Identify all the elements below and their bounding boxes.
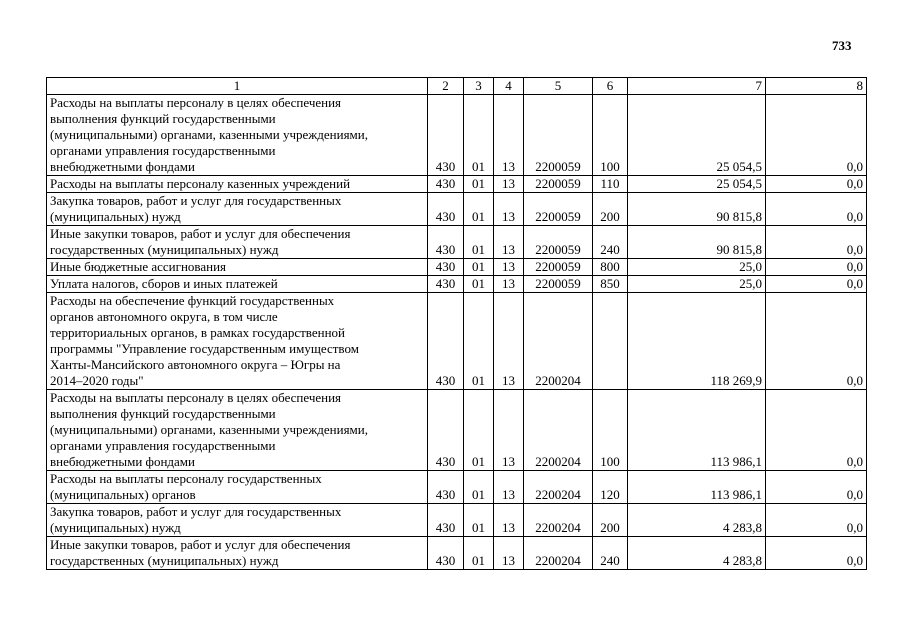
section-code-cell: 430 bbox=[428, 471, 464, 504]
description-line: Расходы на обеспечение функций государственных bbox=[50, 293, 335, 308]
chapter-code-cell: 01 bbox=[464, 259, 494, 276]
description-line: Расходы на выплаты персоналу в целях обеспечения bbox=[50, 390, 342, 405]
header-cell: 7 bbox=[628, 78, 766, 95]
description-cell bbox=[47, 176, 428, 193]
description-line: (муниципальными) органами, казенными учреждениями, bbox=[50, 127, 368, 142]
table-row bbox=[47, 390, 867, 471]
expense-type-cell: 800 bbox=[593, 259, 628, 276]
expense-type-cell: 100 bbox=[593, 95, 628, 176]
description-line: внебюджетными фондами bbox=[50, 159, 195, 174]
subsection-code-cell: 13 bbox=[494, 293, 524, 390]
amount-extra-cell: 0,0 bbox=[766, 504, 867, 537]
chapter-code-cell: 01 bbox=[464, 504, 494, 537]
description-line: программы "Управление государственным имуществом bbox=[50, 341, 359, 356]
amount-cell: 113 986,1 bbox=[628, 471, 766, 504]
amount-extra-cell: 0,0 bbox=[766, 537, 867, 570]
header-cell: 2 bbox=[428, 78, 464, 95]
amount-cell: 25 054,5 bbox=[628, 176, 766, 193]
expense-type-cell bbox=[593, 293, 628, 390]
description-line: государственных (муниципальных) нужд bbox=[50, 553, 279, 568]
amount-extra-cell: 0,0 bbox=[766, 259, 867, 276]
description-line: 2014–2020 годы" bbox=[50, 373, 144, 388]
section-code-cell: 430 bbox=[428, 293, 464, 390]
section-code-cell: 430 bbox=[428, 504, 464, 537]
section-code-cell: 430 bbox=[428, 259, 464, 276]
description-cell bbox=[47, 390, 428, 471]
description-line: Расходы на выплаты персоналу казенных учреждений bbox=[50, 176, 351, 191]
target-article-cell: 2200204 bbox=[524, 504, 593, 537]
amount-extra-cell: 0,0 bbox=[766, 276, 867, 293]
amount-cell: 118 269,9 bbox=[628, 293, 766, 390]
amount-extra-cell: 0,0 bbox=[766, 471, 867, 504]
header-cell: 1 bbox=[47, 78, 428, 95]
header-cell: 4 bbox=[494, 78, 524, 95]
target-article-cell: 2200059 bbox=[524, 95, 593, 176]
description-line: органов автономного округа, в том числе bbox=[50, 309, 278, 324]
expense-type-cell: 240 bbox=[593, 537, 628, 570]
description-cell bbox=[47, 537, 428, 570]
subsection-code-cell: 13 bbox=[494, 176, 524, 193]
description-line: органами управления государственными bbox=[50, 143, 276, 158]
amount-cell: 4 283,8 bbox=[628, 537, 766, 570]
amount-extra-cell: 0,0 bbox=[766, 390, 867, 471]
expense-type-cell: 200 bbox=[593, 504, 628, 537]
target-article-cell: 2200204 bbox=[524, 471, 593, 504]
header-cell: 3 bbox=[464, 78, 494, 95]
section-code-cell: 430 bbox=[428, 276, 464, 293]
amount-cell: 90 815,8 bbox=[628, 226, 766, 259]
table-row bbox=[47, 293, 867, 390]
chapter-code-cell: 01 bbox=[464, 471, 494, 504]
target-article-cell: 2200059 bbox=[524, 176, 593, 193]
amount-cell: 4 283,8 bbox=[628, 504, 766, 537]
subsection-code-cell: 13 bbox=[494, 259, 524, 276]
subsection-code-cell: 13 bbox=[494, 504, 524, 537]
description-cell bbox=[47, 293, 428, 390]
amount-cell: 113 986,1 bbox=[628, 390, 766, 471]
section-code-cell: 430 bbox=[428, 95, 464, 176]
section-code-cell: 430 bbox=[428, 226, 464, 259]
table-row bbox=[47, 259, 867, 276]
amount-extra-cell: 0,0 bbox=[766, 193, 867, 226]
page-number: 733 bbox=[832, 38, 852, 53]
target-article-cell: 2200059 bbox=[524, 276, 593, 293]
chapter-code-cell: 01 bbox=[464, 276, 494, 293]
target-article-cell: 2200059 bbox=[524, 193, 593, 226]
target-article-cell: 2200204 bbox=[524, 537, 593, 570]
expense-type-cell: 120 bbox=[593, 471, 628, 504]
chapter-code-cell: 01 bbox=[464, 390, 494, 471]
amount-cell: 25,0 bbox=[628, 259, 766, 276]
table-row bbox=[47, 193, 867, 226]
description-cell bbox=[47, 504, 428, 537]
chapter-code-cell: 01 bbox=[464, 537, 494, 570]
description-cell bbox=[47, 226, 428, 259]
description-cell bbox=[47, 193, 428, 226]
subsection-code-cell: 13 bbox=[494, 226, 524, 259]
description-line: Расходы на выплаты персоналу государственных bbox=[50, 471, 322, 486]
description-line: выполнения функций государственными bbox=[50, 406, 276, 421]
subsection-code-cell: 13 bbox=[494, 95, 524, 176]
amount-extra-cell: 0,0 bbox=[766, 95, 867, 176]
target-article-cell: 2200204 bbox=[524, 293, 593, 390]
section-code-cell: 430 bbox=[428, 537, 464, 570]
amount-extra-cell: 0,0 bbox=[766, 293, 867, 390]
expense-type-cell: 240 bbox=[593, 226, 628, 259]
description-line: территориальных органов, в рамках государственной bbox=[50, 325, 345, 340]
expense-type-cell: 100 bbox=[593, 390, 628, 471]
header-cell: 6 bbox=[593, 78, 628, 95]
target-article-cell: 2200059 bbox=[524, 226, 593, 259]
description-line: (муниципальных) органов bbox=[50, 487, 196, 502]
description-line: Закупка товаров, работ и услуг для государственных bbox=[50, 504, 342, 519]
description-line: выполнения функций государственными bbox=[50, 111, 276, 126]
amount-extra-cell: 0,0 bbox=[766, 176, 867, 193]
description-line: Ханты-Мансийского автономного округа – Югры на bbox=[50, 357, 341, 372]
description-cell bbox=[47, 276, 428, 293]
amount-cell: 90 815,8 bbox=[628, 193, 766, 226]
section-code-cell: 430 bbox=[428, 176, 464, 193]
description-line: Иные закупки товаров, работ и услуг для обеспечения bbox=[50, 537, 351, 552]
expense-type-cell: 850 bbox=[593, 276, 628, 293]
description-cell bbox=[47, 471, 428, 504]
description-line: (муниципальными) органами, казенными учреждениями, bbox=[50, 422, 368, 437]
section-code-cell: 430 bbox=[428, 193, 464, 226]
description-cell bbox=[47, 259, 428, 276]
description-line: государственных (муниципальных) нужд bbox=[50, 242, 279, 257]
target-article-cell: 2200059 bbox=[524, 259, 593, 276]
expense-type-cell: 200 bbox=[593, 193, 628, 226]
description-cell bbox=[47, 95, 428, 176]
description-line: Иные бюджетные ассигнования bbox=[50, 259, 227, 274]
header-row bbox=[47, 78, 867, 95]
chapter-code-cell: 01 bbox=[464, 293, 494, 390]
table-row bbox=[47, 504, 867, 537]
amount-cell: 25 054,5 bbox=[628, 95, 766, 176]
chapter-code-cell: 01 bbox=[464, 193, 494, 226]
subsection-code-cell: 13 bbox=[494, 390, 524, 471]
header-cell: 8 bbox=[766, 78, 867, 95]
table-row bbox=[47, 537, 867, 570]
subsection-code-cell: 13 bbox=[494, 276, 524, 293]
table-row bbox=[47, 471, 867, 504]
subsection-code-cell: 13 bbox=[494, 471, 524, 504]
description-line: Иные закупки товаров, работ и услуг для обеспечения bbox=[50, 226, 351, 241]
description-line: Закупка товаров, работ и услуг для государственных bbox=[50, 193, 342, 208]
description-line: (муниципальных) нужд bbox=[50, 520, 181, 535]
amount-extra-cell: 0,0 bbox=[766, 226, 867, 259]
target-article-cell: 2200204 bbox=[524, 390, 593, 471]
description-line: внебюджетными фондами bbox=[50, 454, 195, 469]
description-line: Уплата налогов, сборов и иных платежей bbox=[50, 276, 278, 291]
description-line: Расходы на выплаты персоналу в целях обеспечения bbox=[50, 95, 342, 110]
budget-table bbox=[46, 77, 867, 570]
header-cell: 5 bbox=[524, 78, 593, 95]
description-line: (муниципальных) нужд bbox=[50, 209, 181, 224]
description-line: органами управления государственными bbox=[50, 438, 276, 453]
table-row bbox=[47, 95, 867, 176]
expense-type-cell: 110 bbox=[593, 176, 628, 193]
table-row bbox=[47, 276, 867, 293]
chapter-code-cell: 01 bbox=[464, 226, 494, 259]
chapter-code-cell: 01 bbox=[464, 176, 494, 193]
table-row bbox=[47, 226, 867, 259]
subsection-code-cell: 13 bbox=[494, 193, 524, 226]
section-code-cell: 430 bbox=[428, 390, 464, 471]
subsection-code-cell: 13 bbox=[494, 537, 524, 570]
table-row bbox=[47, 176, 867, 193]
amount-cell: 25,0 bbox=[628, 276, 766, 293]
chapter-code-cell: 01 bbox=[464, 95, 494, 176]
